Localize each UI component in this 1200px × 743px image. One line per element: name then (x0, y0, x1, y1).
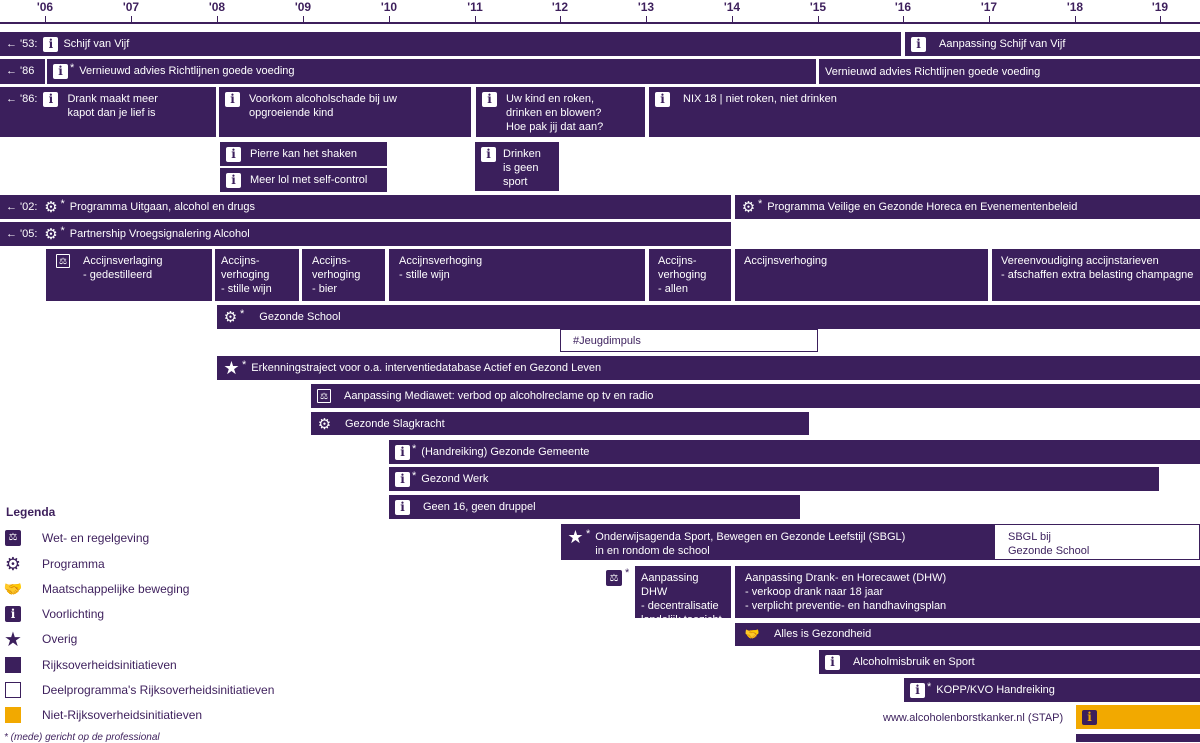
axis-tick (560, 16, 561, 22)
year-label: '19 (1151, 0, 1169, 14)
bar-uw-kind-en-roken[interactable] (476, 87, 645, 137)
info-icon: i (911, 37, 926, 52)
bar-alcoholmisbruik-sport[interactable] (819, 650, 1200, 674)
axis-tick (1160, 16, 1161, 22)
bar-accijnsverlaging[interactable] (46, 249, 212, 301)
asterisk: * (625, 567, 630, 579)
info-icon: i (481, 147, 496, 162)
asterisk: * (586, 528, 591, 540)
bar-kopp[interactable] (904, 678, 1200, 702)
legend-item-deel (4, 681, 274, 699)
year-label: '08 (208, 0, 226, 14)
info-icon: i (825, 655, 840, 670)
bar-accijns-stille-wijn-2[interactable] (389, 249, 645, 301)
axis-tick (389, 16, 390, 22)
year-label: '12 (551, 0, 569, 14)
bar-erkenningstraject[interactable] (217, 356, 1200, 380)
info-icon: i (482, 92, 497, 107)
bar-label: Gezonde School (259, 311, 341, 323)
bar-label: (Handreiking) Gezonde Gemeente (421, 446, 590, 458)
asterisk: * (240, 308, 245, 320)
bar-label: Vernieuwd advies Richtlijnen goede voeding (825, 66, 1041, 78)
year-label: '09 (294, 0, 312, 14)
arrow-prefix: ← '05: (6, 228, 38, 240)
legend-item-movement (4, 580, 189, 598)
bar-label: Schijf van Vijf (63, 38, 130, 50)
bar-label: Accijns- verhoging - stille wijn (221, 255, 272, 295)
bar-onderwijsagenda[interactable] (561, 524, 994, 560)
bar-drinken-geen-sport[interactable] (475, 142, 559, 191)
bar-aanpassing-schijf[interactable] (905, 32, 1200, 56)
year-label: '17 (980, 0, 998, 14)
bar-label: Programma Veilige en Gezonde Horeca en Evenementenbeleid (767, 201, 1078, 213)
axis-tick (1075, 16, 1076, 22)
legend-label: Niet-Rijksoverheidsinitiatieven (42, 708, 203, 722)
bar-label: Aanpassing Schijf van Vijf (939, 38, 1066, 50)
law-icon: ⚖ (56, 254, 70, 268)
axis-tick (217, 16, 218, 22)
asterisk: * (412, 443, 417, 455)
legend-label: Overig (42, 632, 78, 646)
bar-geen16[interactable] (389, 495, 800, 519)
bar-label: Drinken is geen sport (503, 148, 541, 188)
handshake-icon: 🤝 (3, 581, 23, 598)
law-icon: ⚖ (4, 529, 22, 547)
axis-tick (475, 16, 476, 22)
bar-label: Accijnsverhoging (744, 255, 828, 267)
outline-square-icon (4, 681, 22, 699)
bar-programma-uitgaan[interactable] (0, 195, 731, 219)
bar-vereenvoudiging[interactable] (992, 249, 1200, 301)
bar-voorkom-alcoholschade[interactable] (219, 87, 471, 137)
legend-item-info (4, 605, 104, 623)
asterisk: * (927, 681, 932, 693)
bar-mediawet[interactable] (311, 384, 1200, 408)
star-icon: ★ (567, 527, 584, 547)
gear-icon: ⚙ (44, 199, 58, 216)
bar-label: Gezonde Slagkracht (345, 418, 445, 430)
bar-partnership[interactable] (0, 222, 731, 246)
axis-tick (303, 16, 304, 22)
legend-item-law (4, 529, 149, 547)
orange-square-icon (4, 706, 22, 724)
arrow-prefix: ← '53: (6, 38, 38, 50)
legend-item-other (4, 628, 78, 651)
timeline-axis (0, 0, 1200, 24)
bar-label: #Jeugdimpuls (573, 335, 641, 347)
bar-vernieuwd-advies[interactable] (47, 59, 816, 84)
gear-icon: ⚙ (741, 199, 756, 216)
bar-accijns-stille-wijn-1[interactable] (215, 249, 299, 301)
axis-tick (989, 16, 990, 22)
legend-label: Programma (42, 557, 105, 571)
stap-label: www.alcoholenborstkanker.nl (STAP) (883, 712, 1064, 724)
year-label: '18 (1066, 0, 1084, 14)
bar-label: Alcoholmisbruik en Sport (853, 656, 975, 668)
info-icon: i (4, 605, 22, 623)
bar-label: SBGL bij Gezonde School (1008, 531, 1090, 557)
arrow-prefix: ← '02: (6, 201, 38, 213)
asterisk: * (758, 198, 763, 210)
bar-accijns-bier[interactable] (302, 249, 385, 301)
bar-drank-horecawet[interactable] (735, 566, 1200, 618)
bar-label: Partnership Vroegsignalering Alcohol (69, 228, 250, 240)
bar-sbgl-bij[interactable] (994, 524, 1200, 560)
bar-programma-veilige[interactable] (735, 195, 1200, 219)
gear-icon: ⚙ (317, 416, 332, 433)
bar-label: Uw kind en roken, drinken en blowen? Hoe pak jij dat aan? (506, 93, 604, 133)
bar-label: Gezond Werk (421, 473, 489, 485)
gear-icon: ⚙ (44, 226, 58, 243)
bar-label: Pierre kan het shaken (250, 148, 358, 160)
bar-label: KOPP/KVO Handreiking (936, 684, 1055, 696)
bar-gezonde-gemeente[interactable] (389, 440, 1200, 464)
asterisk: * (70, 62, 75, 74)
bar-accijns-allen[interactable] (649, 249, 731, 301)
bar-gezonde-school[interactable] (217, 305, 1200, 329)
info-icon: i (395, 445, 410, 460)
legend-item-niet-rijks (4, 706, 202, 724)
info-icon: i (655, 92, 670, 107)
legend-label: Rijksoverheidsinitiatieven (42, 658, 177, 672)
bar-label: Aanpassing Mediawet: verbod op alcoholreclame op tv en radio (344, 390, 654, 402)
bar-label: Voorkom alcoholschade bij uw opgroeiende kind (249, 93, 397, 119)
year-label: '13 (637, 0, 655, 14)
info-icon: i (395, 472, 410, 487)
bar-cutoff (1076, 734, 1200, 742)
asterisk: * (60, 225, 65, 237)
bar-label: Alles is Gezondheid (774, 628, 872, 640)
year-label: '16 (894, 0, 912, 14)
gear-icon: ⚙ (4, 553, 22, 574)
star-icon: ★ (223, 358, 240, 378)
bar-label: Accijnsverlaging - gedestilleerd (83, 255, 163, 281)
info-icon: i (53, 64, 68, 79)
legend-item-rijks (4, 656, 177, 674)
year-label: '10 (380, 0, 398, 14)
bar-label: Aanpassing Drank- en Horecawet (DHW) - verkoop drank naar 18 jaar - verplicht preventie- en handhavingsplan (745, 572, 947, 612)
asterisk: * (242, 359, 247, 371)
legend-label: Deelprogramma's Rijksoverheidsinitiatieven (42, 683, 275, 697)
arrow-prefix: ← '86: (6, 93, 38, 105)
info-icon: i (226, 173, 241, 188)
axis-tick (732, 16, 733, 22)
bar-pierre[interactable] (220, 142, 387, 166)
bar-gezond-werk[interactable] (389, 467, 1159, 491)
arrow-prefix: ← '86 (6, 65, 35, 77)
legend-footnote: * (mede) gericht op de professional (4, 732, 160, 743)
law-icon: ⚖ (317, 389, 331, 403)
legend-label: Wet- en regelgeving (42, 531, 150, 545)
bar-stap[interactable] (1076, 705, 1200, 729)
axis-line (0, 22, 1200, 24)
axis-tick (45, 16, 46, 22)
legend-label: Voorlichting (42, 607, 105, 621)
axis-tick (903, 16, 904, 22)
legend-item-program (4, 555, 105, 573)
info-icon: i (226, 147, 241, 162)
bar-accijnsverhoging[interactable] (735, 249, 988, 301)
bar-label: Accijns- verhoging - bier (312, 255, 361, 295)
year-label: '14 (723, 0, 741, 14)
bar-label: Onderwijsagenda Sport, Bewegen en Gezonde Leefstijl (SBGL) in en rondom de school (595, 531, 906, 557)
bar-label: Programma Uitgaan, alcohol en drugs (69, 201, 255, 213)
bar-drank-maakt-meer[interactable] (0, 87, 216, 137)
axis-tick (818, 16, 819, 22)
bar-label: Drank maakt meer kapot dan je lief is (67, 93, 158, 119)
axis-tick (131, 16, 132, 22)
bar-vernieuwd-advies-2[interactable] (819, 59, 1200, 84)
bar-vernieuwd-advies-prefix[interactable] (0, 59, 45, 84)
info-icon: i (395, 500, 410, 515)
year-label: '11 (467, 0, 483, 14)
year-label: '06 (36, 0, 54, 14)
year-label: '07 (122, 0, 140, 14)
asterisk: * (60, 198, 65, 210)
bar-label: NIX 18 | niet roken, niet drinken (683, 93, 837, 105)
handshake-icon: 🤝 (744, 627, 760, 641)
year-label: '15 (809, 0, 827, 14)
info-icon: i (43, 37, 58, 52)
bar-meer-lol[interactable] (220, 168, 387, 192)
axis-tick (646, 16, 647, 22)
bar-label: Erkenningstraject voor o.a. interventiedatabase Actief en Gezond Leven (251, 362, 602, 374)
star-icon: ★ (4, 628, 22, 651)
bar-slagkracht[interactable] (311, 412, 809, 435)
law-icon: ⚖ (606, 570, 622, 586)
info-icon: i (43, 92, 58, 107)
filled-square-icon (4, 656, 22, 674)
bar-label: Meer lol met self-control (250, 174, 368, 186)
bar-aanpassing-dhw[interactable] (635, 566, 731, 626)
gear-icon: ⚙ (223, 309, 238, 326)
info-icon: i (1082, 710, 1097, 725)
asterisk: * (412, 470, 417, 482)
info-icon: i (225, 92, 240, 107)
bar-schijf-van-vijf[interactable] (0, 32, 901, 56)
bar-jeugdimpuls[interactable] (560, 329, 818, 352)
legend-label: Maatschappelijke beweging (42, 582, 190, 596)
bar-label: Accijns- verhoging - allen (658, 255, 707, 295)
bar-label: Accijnsverhoging - stille wijn (399, 255, 483, 281)
bar-alles-is-gezondheid[interactable] (735, 623, 1200, 646)
bar-label: Vereenvoudiging accijnstarieven - afschaffen extra belasting champagne (1001, 255, 1194, 281)
bar-nix18[interactable] (649, 87, 1200, 137)
bar-label: Aanpassing DHW - decentralisatie landelijk toezicht (641, 572, 722, 626)
legend-title: Legenda (6, 505, 56, 519)
info-icon: i (910, 683, 925, 698)
bar-label: Vernieuwd advies Richtlijnen goede voeding (79, 65, 295, 77)
bar-label: Geen 16, geen druppel (423, 501, 536, 513)
